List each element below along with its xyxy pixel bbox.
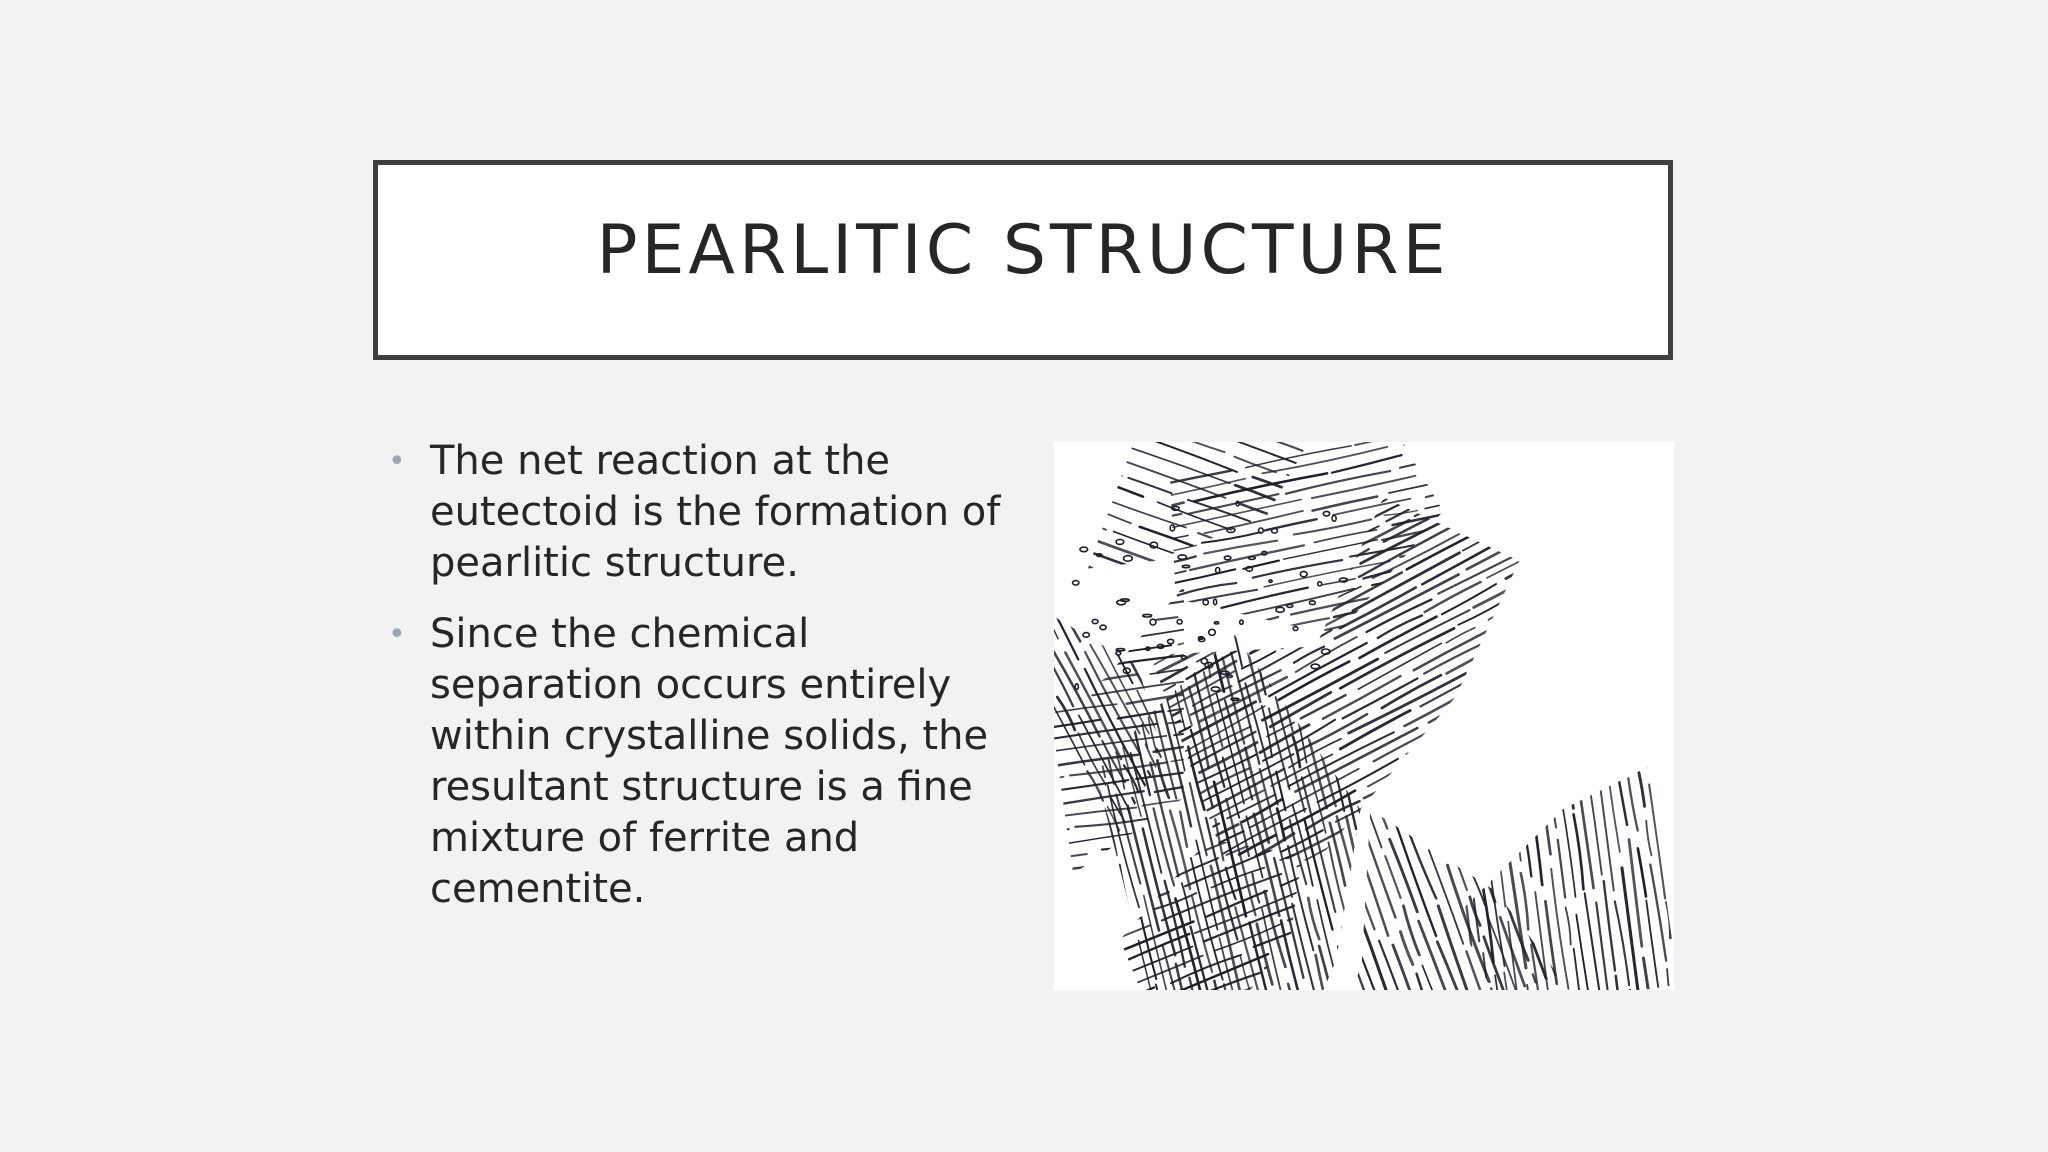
title-box [373, 160, 1673, 360]
bullet-text: Since the chemical separation occurs entirely within crystalline solids, the resultant structure is a fine mixture of ferrite and cementite. [430, 611, 988, 912]
carbide-dot [1178, 555, 1186, 559]
carbide-dot [1221, 671, 1229, 674]
carbide-dot [1332, 516, 1336, 522]
slide-title: PEARLITIC STRUCTURE [378, 211, 1668, 290]
carbide-dot [1211, 687, 1219, 691]
carbide-dot [1177, 620, 1182, 624]
carbide-dot [1080, 547, 1088, 552]
carbide-dot [1318, 582, 1322, 586]
carbide-dot [1150, 619, 1156, 625]
carbide-dot [1269, 580, 1272, 582]
carbide-dot [1276, 607, 1284, 612]
carbide-dot [1182, 565, 1189, 567]
bullet-text: The net reaction at the eutectoid is the formation of pearlitic structure. [430, 438, 1000, 586]
carbide-dot [1231, 698, 1239, 700]
bullet-item [388, 609, 1018, 915]
carbide-dot [1075, 684, 1078, 690]
carbide-dot [1209, 629, 1216, 635]
bullet-dot-icon: • [388, 436, 430, 487]
carbide-dot [1214, 599, 1217, 605]
carbide-dot [1168, 639, 1174, 643]
carbide-dot [1224, 556, 1231, 560]
carbide-dot [1272, 528, 1278, 533]
carbide-dot [1287, 604, 1293, 607]
carbide-dot [1323, 511, 1329, 516]
carbide-dot [1310, 601, 1316, 605]
carbide-dot [1300, 571, 1307, 576]
carbide-dot [1100, 625, 1106, 630]
carbide-dot [1214, 622, 1218, 624]
carbide-dot [1092, 619, 1098, 623]
carbide-dot [1083, 633, 1089, 638]
carbide-dot [1143, 614, 1152, 617]
carbide-dot [1311, 664, 1319, 669]
carbide-dot [1216, 568, 1220, 573]
carbide-dot [1227, 675, 1232, 677]
bullet-item [388, 436, 1018, 589]
carbide-dot [1124, 556, 1133, 562]
carbide-dot [1116, 651, 1121, 655]
carbide-dot [1073, 581, 1079, 585]
carbide-dot [1259, 528, 1264, 533]
carbide-dot [1203, 600, 1208, 605]
carbide-dot [1116, 649, 1125, 651]
carbide-dot [1181, 656, 1186, 659]
pearlite-micrograph-image [1054, 442, 1674, 990]
carbide-dot [1240, 620, 1244, 624]
carbide-dot [1116, 539, 1124, 544]
carbide-dot [1293, 627, 1298, 631]
bullet-list [388, 436, 1018, 935]
bullet-dot-icon: • [388, 609, 430, 660]
